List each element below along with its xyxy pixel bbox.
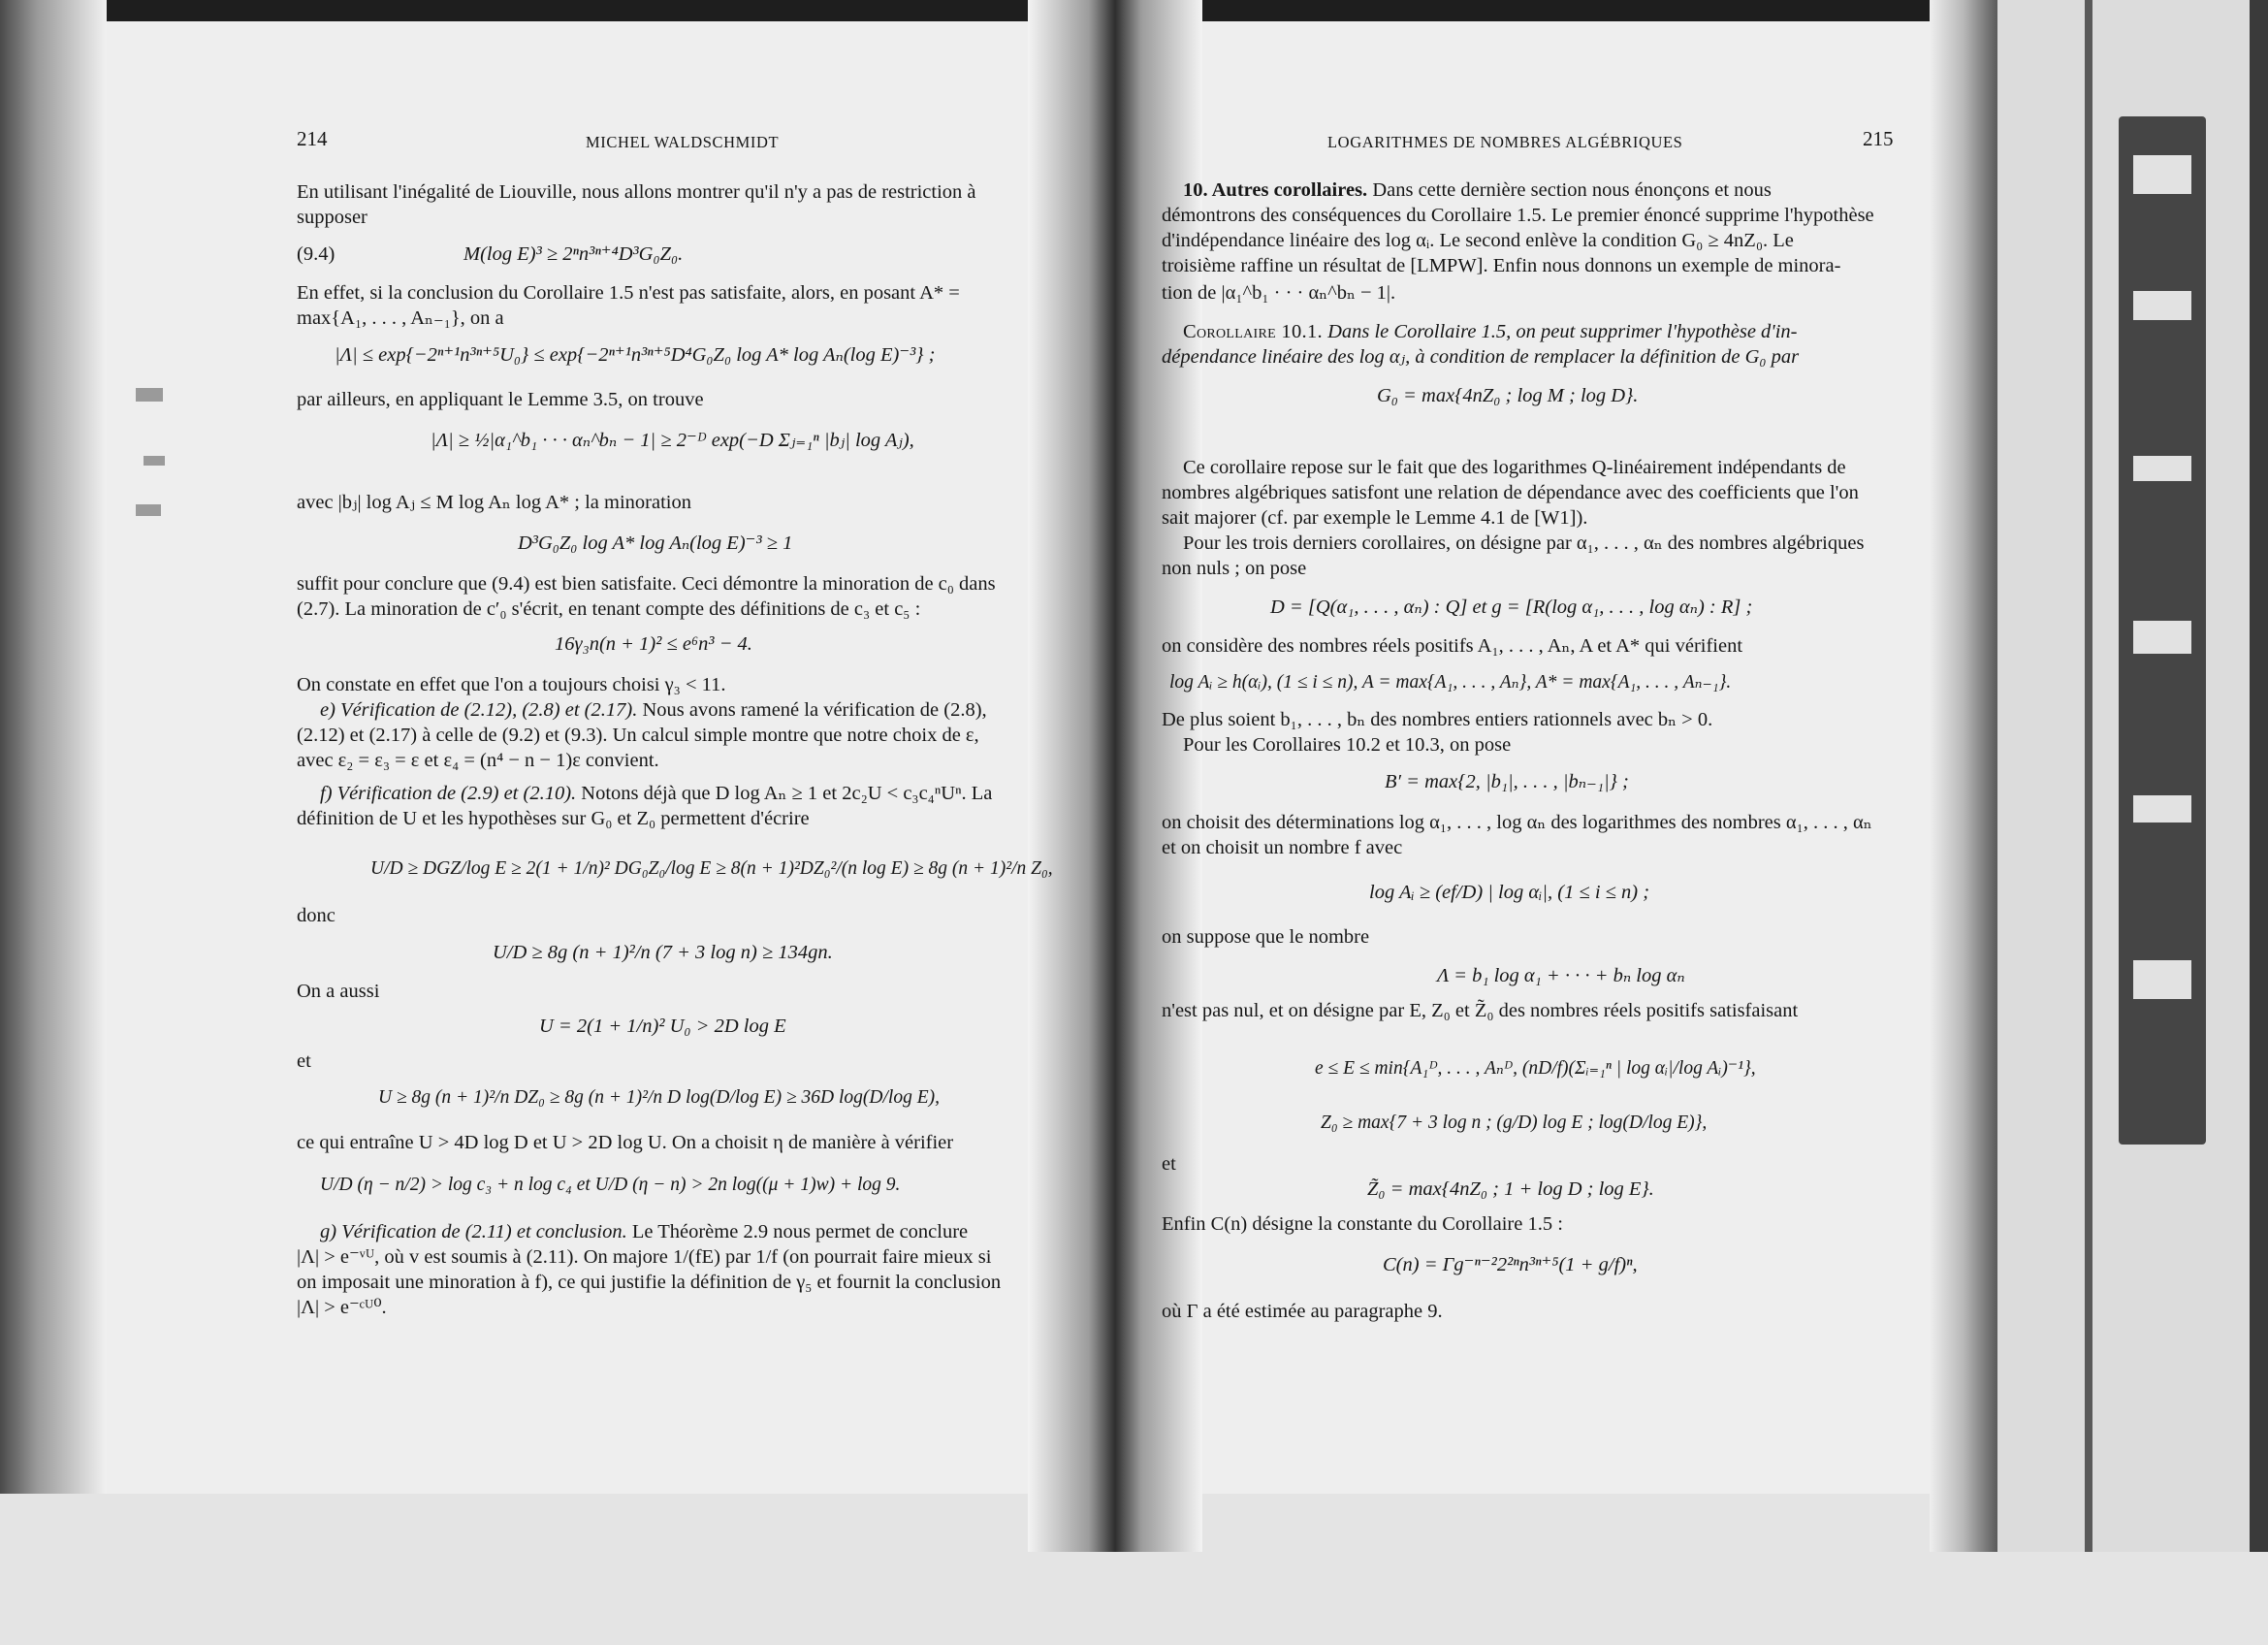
equation: Λ = b₁ log α₁ + · · · + bₙ log αₙ xyxy=(1437,965,1685,986)
text-line: Ce corollaire repose sur le fait que des logarithmes Q-linéairement indépendants de xyxy=(1183,457,1846,478)
page-number: 215 xyxy=(1863,127,1894,150)
text-line: Pour les trois derniers corollaires, on désigne par α₁, . . . , αₙ des nombres algébriques xyxy=(1183,532,1865,554)
corollary-10-1 xyxy=(1183,319,1797,344)
section-10-text: Dans cette dernière section nous énonçons et nous xyxy=(1367,179,1772,201)
running-head: LOGARITHMES DE NOMBRES ALGÉBRIQUES xyxy=(1327,133,1683,151)
section-g xyxy=(320,1219,968,1244)
text-line: on considère des nombres réels positifs A₁, . . . , Aₙ, A et A* qui vérifient xyxy=(1162,635,1743,657)
text-line: supposer xyxy=(297,207,367,228)
page-number: 214 xyxy=(297,127,328,150)
equation: e ≤ E ≤ min{A₁ᴰ, . . . , Aₙᴰ, (nD/f)(Σᵢ₌₁ⁿ | log αᵢ|/log Aᵢ)⁻¹}, xyxy=(1315,1058,1756,1079)
text-line: n'est pas nul, et on désigne par E, Z₀ et Z̃₀ des nombres réels positifs satisfaisant xyxy=(1162,1000,1799,1021)
equation: M(log E)³ ≥ 2ⁿn³ⁿ⁺⁴D³G₀Z₀. xyxy=(463,243,684,265)
section-f-text: Notons déjà que D log Aₙ ≥ 1 et 2c₂U < c₃c₄ⁿUⁿ. La xyxy=(576,783,993,804)
left-page xyxy=(0,0,1086,1645)
right-page xyxy=(1086,0,2268,1645)
text-line: où Γ a été estimée au paragraphe 9. xyxy=(1162,1301,1443,1322)
text-line: nombres algébriques satisfont une relation de dépendance avec des coefficients que l'on xyxy=(1162,482,1859,503)
text-line: avec ε₂ = ε₃ = ε et ε₄ = (n⁴ − n − 1)ε convient. xyxy=(297,750,659,771)
equation: 16γ₃n(n + 1)² ≤ e⁶n³ − 4. xyxy=(555,633,752,655)
section-10-title: 10. Autres corollaires. xyxy=(1183,179,1368,201)
text-line: De plus soient b₁, . . . , bₙ des nombres entiers rationnels avec bₙ > 0. xyxy=(1162,709,1713,730)
section-g-text: Le Théorème 2.9 nous permet de conclure xyxy=(626,1221,969,1242)
text-line: démontrons des conséquences du Corollaire 1.5. Le premier énoncé supprime l'hypothèse xyxy=(1162,205,1874,226)
text-line: (2.7). La minoration de c′₀ s'écrit, en tenant compte des définitions de c₃ et c₅ : xyxy=(297,598,921,620)
section-10 xyxy=(1183,177,1772,203)
text-line: On constate en effet que l'on a toujours choisi γ₃ < 11. xyxy=(297,674,726,695)
corollary-text: Dans le Corollaire 1.5, on peut supprimer l'hypothèse d'in- xyxy=(1322,321,1798,342)
equation: log Aᵢ ≥ (ef/D) | log αᵢ|, (1 ≤ i ≤ n) ; xyxy=(1369,882,1650,903)
text-line: Pour les Corollaires 10.2 et 10.3, on pose xyxy=(1183,734,1512,756)
equation: B′ = max{2, |b₁|, . . . , |bₙ₋₁|} ; xyxy=(1385,771,1629,792)
section-f xyxy=(320,781,992,806)
section-g-title: g) Vérification de (2.11) et conclusion. xyxy=(320,1221,627,1242)
equation: D³G₀Z₀ log A* log Aₙ(log E)⁻³ ≥ 1 xyxy=(518,532,793,554)
text-line: avec |bⱼ| log Aⱼ ≤ M log Aₙ log A* ; la minoration xyxy=(297,492,691,513)
text-line: on imposait une minoration à f), ce qui justifie la définition de γ₅ et fournit la conclusion xyxy=(297,1272,1002,1293)
equation: U/D ≥ 8g (n + 1)²/n (7 + 3 log n) ≥ 134gn. xyxy=(493,942,833,963)
text-line: et xyxy=(1162,1153,1176,1175)
section-e-text: Nous avons ramené la vérification de (2.8), xyxy=(637,699,987,721)
running-head: MICHEL WALDSCHMIDT xyxy=(586,133,780,151)
equation: |Λ| ≥ ½|α₁^b₁ · · · αₙ^bₙ − 1| ≥ 2⁻ᴰ exp(−D Σⱼ₌₁ⁿ |bⱼ| log Aⱼ), xyxy=(431,430,914,451)
equation: U = 2(1 + 1/n)² U₀ > 2D log E xyxy=(539,1016,786,1037)
text-line: ce qui entraîne U > 4D log D et U > 2D log U. On a choisit η de manière à vérifier xyxy=(297,1132,954,1153)
equation: C(n) = Γg⁻ⁿ⁻²2²ⁿn³ⁿ⁺⁵(1 + g/f)ⁿ, xyxy=(1383,1254,1638,1275)
text-line: d'indépendance linéaire des log αᵢ. Le second enlève la condition G₀ ≥ 4nZ₀. Le xyxy=(1162,230,1794,251)
text-line: En effet, si la conclusion du Corollaire 1.5 n'est pas satisfaite, alors, en posant A* = xyxy=(297,282,960,304)
text-line: on suppose que le nombre xyxy=(1162,926,1370,948)
corollary-label: Corollaire 10.1. xyxy=(1183,321,1323,342)
text-line: par ailleurs, en appliquant le Lemme 3.5, on trouve xyxy=(297,389,704,410)
equation-label: (9.4) xyxy=(297,243,335,265)
equation: G₀ = max{4nZ₀ ; log M ; log D}. xyxy=(1377,385,1639,406)
text-line: on choisit des déterminations log α₁, . . . , log αₙ des logarithmes des nombres α₁, . . . , αₙ xyxy=(1162,812,1872,833)
text-line: |Λ| > e⁻ᶜᵁ⁰. xyxy=(297,1297,387,1318)
text-line: On a aussi xyxy=(297,981,380,1002)
text-line: tion de |α₁^b₁ · · · αₙ^bₙ − 1|. xyxy=(1162,282,1396,304)
text-line: (2.12) et (2.17) à celle de (9.2) et (9.3). Un calcul simple montre que notre choix de ε, xyxy=(297,725,979,746)
text-line: troisième raffine un résultat de [LMPW]. Enfin nous donnons un exemple de minora- xyxy=(1162,255,1841,276)
text-line: |Λ| > e⁻ᵛᵁ, où v est soumis à (2.11). On majore 1/(fE) par 1/f (on pourrait faire mieux si xyxy=(297,1246,992,1268)
equation: U ≥ 8g (n + 1)²/n DZ₀ ≥ 8g (n + 1)²/n D log(D/log E) ≥ 36D log(D/log E), xyxy=(378,1087,940,1108)
text-line: donc xyxy=(297,905,335,926)
equation: Z₀ ≥ max{7 + 3 log n ; (g/D) log E ; log(D/log E)}, xyxy=(1321,1113,1708,1133)
section-e-title: e) Vérification de (2.12), (2.8) et (2.17). xyxy=(320,699,638,721)
text-line: max{A₁, . . . , Aₙ₋₁}, on a xyxy=(297,307,504,329)
text-line: Enfin C(n) désigne la constante du Corollaire 1.5 : xyxy=(1162,1213,1563,1235)
equation: log Aᵢ ≥ h(αᵢ), (1 ≤ i ≤ n), A = max{A₁, . . . , Aₙ}, A* = max{A₁, . . . , Aₙ₋₁}. xyxy=(1169,672,1732,693)
section-e xyxy=(320,697,987,723)
equation: Z̃₀ = max{4nZ₀ ; 1 + log D ; log E}. xyxy=(1367,1178,1654,1200)
text-line: En utilisant l'inégalité de Liouville, nous allons montrer qu'il n'y a pas de restriction à xyxy=(297,181,976,203)
text-line: suffit pour conclure que (9.4) est bien satisfaite. Ceci démontre la minoration de c₀ dans xyxy=(297,573,996,595)
equation: D = [Q(α₁, . . . , αₙ) : Q] et g = [R(log α₁, . . . , log αₙ) : R] ; xyxy=(1270,597,1753,618)
text-line: et xyxy=(297,1050,311,1072)
text-line: dépendance linéaire des log αⱼ, à condition de remplacer la définition de G₀ par xyxy=(1162,346,1800,368)
equation: U/D ≥ DGZ/log E ≥ 2(1 + 1/n)² DG₀Z₀/log E ≥ 8(n + 1)²DZ₀²/(n log E) ≥ 8g (n + 1)²/n Z₀, xyxy=(370,858,1053,879)
section-f-title: f) Vérification de (2.9) et (2.10). xyxy=(320,783,577,804)
equation: U/D (η − n/2) > log c₃ + n log c₄ et U/D (η − n) > 2n log((μ + 1)w) + log 9. xyxy=(320,1175,901,1195)
text-line: sait majorer (cf. par exemple le Lemme 4.1 de [W1]). xyxy=(1162,507,1588,529)
text-line: non nuls ; on pose xyxy=(1162,558,1307,579)
equation: |Λ| ≤ exp{−2ⁿ⁺¹n³ⁿ⁺⁵U₀} ≤ exp{−2ⁿ⁺¹n³ⁿ⁺⁵D⁴G₀Z₀ log A* log Aₙ(log E)⁻³} ; xyxy=(335,344,936,366)
text-line: définition de U et les hypothèses sur G₀ et Z₀ permettent d'écrire xyxy=(297,808,810,829)
text-line: et on choisit un nombre f avec xyxy=(1162,837,1403,858)
